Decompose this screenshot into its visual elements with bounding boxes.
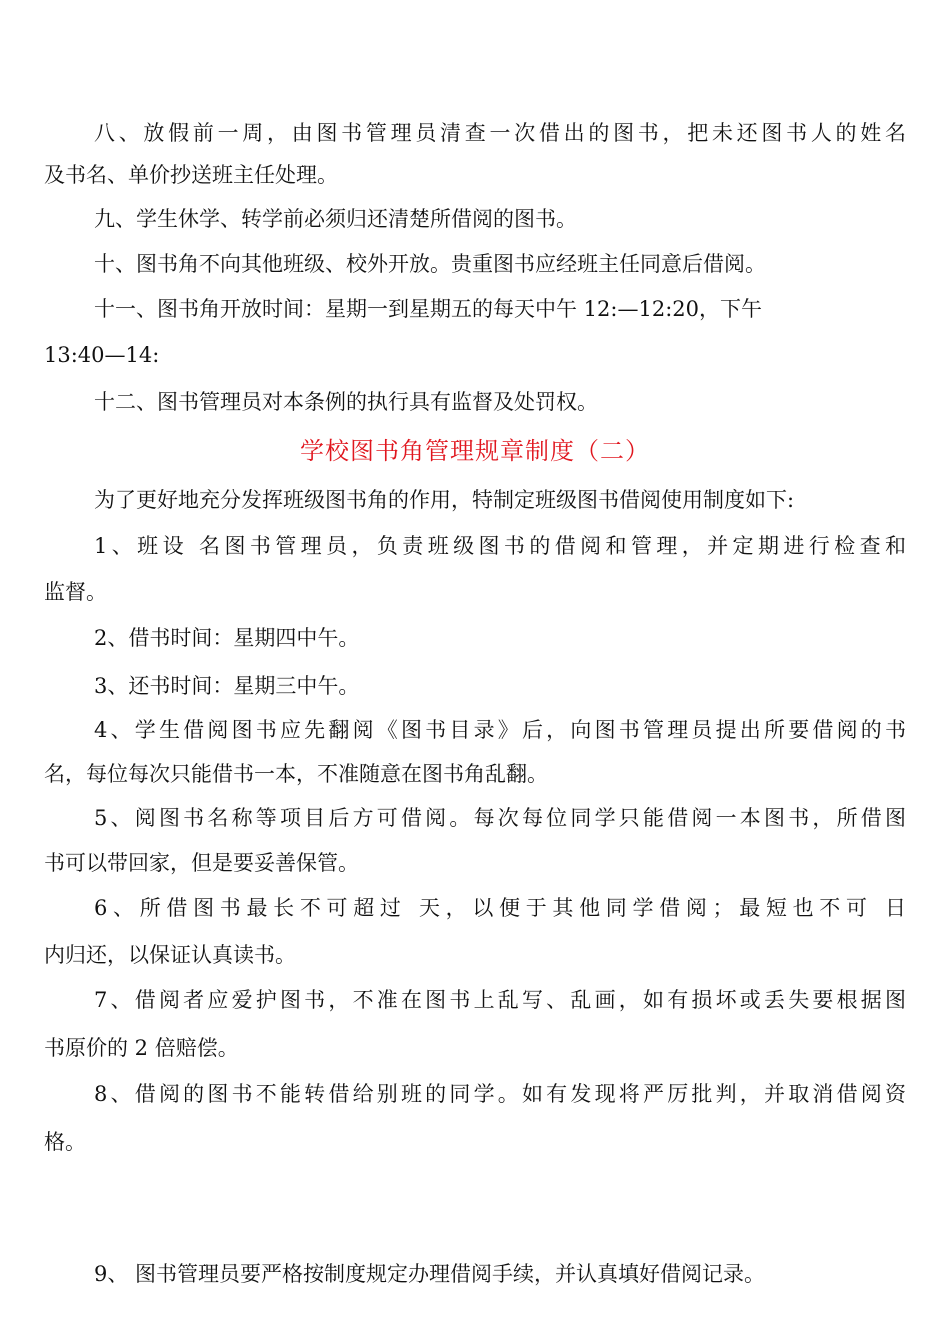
intro-paragraph: 为了更好地充分发挥班级图书角的作用，特制定班级图书借阅使用制度如下: — [94, 488, 795, 512]
section-title: 学校图书角管理规章制度（二） — [300, 437, 650, 465]
rule-9: 9、 图书管理员要严格按制度规定办理借阅手续，并认真填好借阅记录。 — [94, 1262, 766, 1286]
rule-7-line-2: 书原价的 2 倍赔偿。 — [44, 1036, 239, 1060]
rule-2: 2、借书时间：星期四中午。 — [94, 626, 360, 650]
rule-5-line-1: 5、阅图书名称等项目后方可借阅。每次每位同学只能借阅一本图书，所借图 — [94, 806, 906, 830]
rule-7-line-1: 7、借阅者应爱护图书，不准在图书上乱写、乱画，如有损坏或丢失要根据图 — [94, 988, 906, 1012]
item-11-line-2: 13:40—14: — [44, 343, 160, 367]
rule-5-line-2: 书可以带回家，但是要妥善保管。 — [44, 851, 359, 875]
rule-8-line-1: 8、借阅的图书不能转借给别班的同学。如有发现将严厉批判，并取消借阅资 — [94, 1082, 906, 1106]
rule-4-line-1: 4、学生借阅图书应先翻阅《图书目录》后，向图书管理员提出所要借阅的书 — [94, 718, 906, 742]
rule-1-line-2: 监督。 — [44, 580, 107, 604]
item-8-line-2: 及书名、单价抄送班主任处理。 — [44, 163, 338, 187]
item-11-line-1: 十一、图书角开放时间：星期一到星期五的每天中午 12:—12:20，下午 — [94, 297, 762, 321]
item-12: 十二、图书管理员对本条例的执行具有监督及处罚权。 — [94, 390, 598, 414]
item-9: 九、学生休学、转学前必须归还清楚所借阅的图书。 — [94, 207, 577, 231]
rule-8-line-2: 格。 — [44, 1130, 86, 1154]
rule-6-line-2: 内归还，以保证认真读书。 — [44, 943, 296, 967]
rule-6-line-1: 6、所借图书最长不可超过 天，以便于其他同学借阅；最短也不可 日 — [94, 896, 906, 920]
rule-3: 3、还书时间：星期三中午。 — [94, 674, 360, 698]
item-8-line-1: 八、放假前一周，由图书管理员清查一次借出的图书，把未还图书人的姓名 — [94, 121, 906, 145]
rule-4-line-2: 名，每位每次只能借书一本，不准随意在图书角乱翻。 — [44, 762, 548, 786]
item-10: 十、图书角不向其他班级、校外开放。贵重图书应经班主任同意后借阅。 — [94, 252, 766, 276]
rule-1-line-1: 1、班设 名图书管理员，负责班级图书的借阅和管理，并定期进行检查和 — [94, 534, 906, 558]
